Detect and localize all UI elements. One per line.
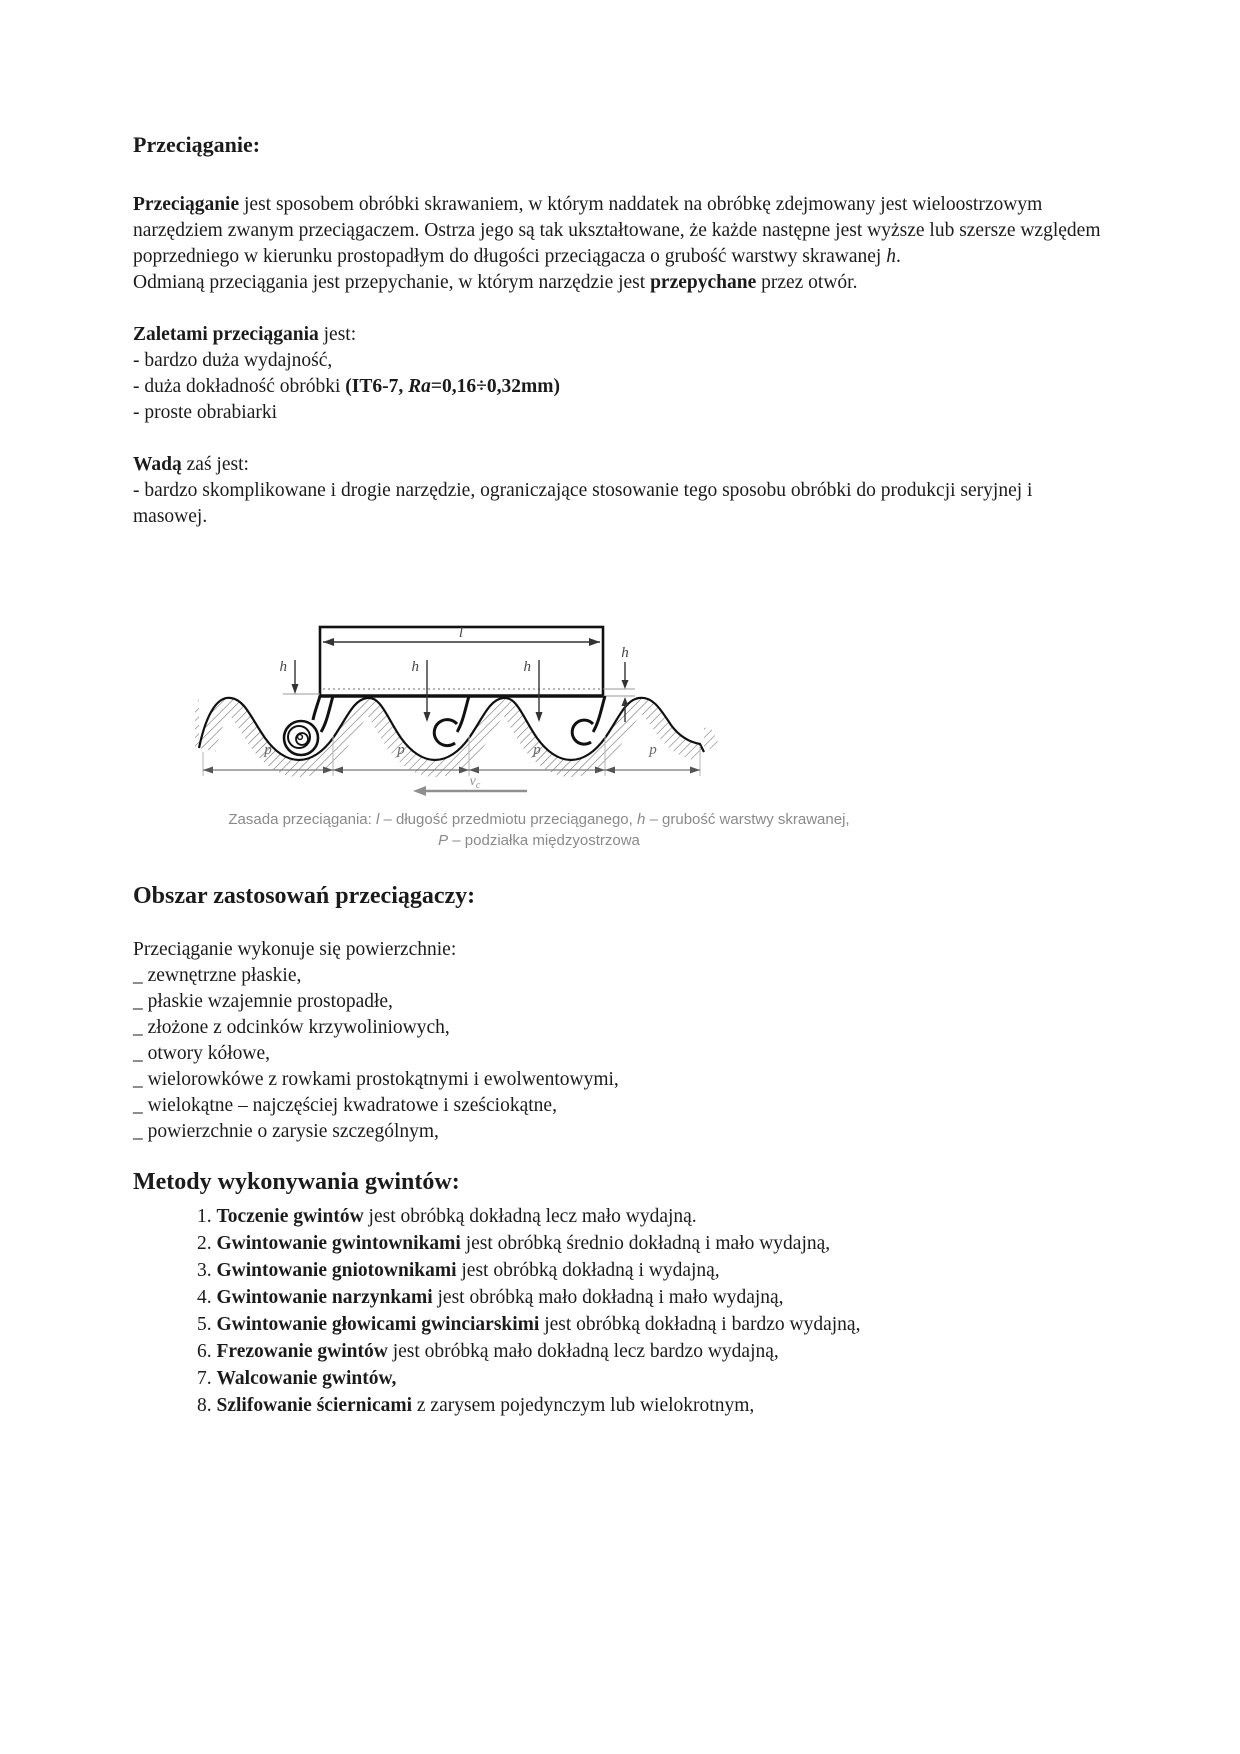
list-item: 1. Toczenie gwintów jest obróbką dokładną lecz mało wydajną. <box>197 1206 697 1227</box>
methods-heading: Metody wykonywania gwintów: <box>133 1169 460 1195</box>
cutting-speed-arrowhead <box>413 786 426 796</box>
broaching-figure <box>133 610 945 851</box>
list-item: _ złożone z odcinków krzywoliniowych, <box>133 1017 450 1038</box>
list-item: - bardzo skomplikowane i drogie narzędzie, ograniczające stosowanie tego sposobu obróbki do produkcji seryjnej i masowej. <box>133 480 1033 527</box>
figure-caption-line2: P – podziałka międzyostrzowa <box>438 832 640 849</box>
list-item: _ płaskie wzajemnie prostopadłe, <box>133 991 393 1012</box>
intro-paragraph: Przeciąganie jest sposobem obróbki skrawaniem, w którym naddatek na obróbkę zdejmowany jest wieloostrzowym narzędziem zwanym przeciągaczem. Ostrza jego są tak ukształtowane, że każde następne jest wyższe lub szersze względem poprzedniego w kierunku prostopadłym do długości przeciągacza o grubość warstwy skrawanej h. Odmianą przeciągania jest przepychanie, w którym narzędzie jest przepychane przez otwór. <box>133 194 1101 293</box>
pitch-label: p <box>397 742 405 758</box>
applications-intro: Przeciąganie wykonuje się powierzchnie: <box>133 939 457 960</box>
disadvantages-heading: Wadą zaś jest: <box>133 454 249 475</box>
pitch-label: p <box>649 742 657 758</box>
broaching-diagram <box>195 610 725 805</box>
length-label: l <box>458 625 464 641</box>
list-item: - proste obrabiarki <box>133 402 278 423</box>
list-item: _ zewnętrzne płaskie, <box>133 965 302 986</box>
page-title: Przeciąganie: <box>133 132 261 157</box>
list-item: 7. Walcowanie gwintów, <box>197 1368 397 1389</box>
list-item: 4. Gwintowanie narzynkami jest obróbką mało dokładną i mało wydajną, <box>197 1287 784 1308</box>
figure-caption-line1: Zasada przeciągania: l – długość przedmiotu przeciąganego, h – grubość warstwy skrawanej, <box>228 811 850 828</box>
list-item: _ otwory kółowe, <box>133 1043 271 1064</box>
list-item: - bardzo duża wydajność, <box>133 350 333 371</box>
applications-heading: Obszar zastosowań przeciągaczy: <box>133 883 476 909</box>
list-item: _ wielokątne – najczęściej kwadratowe i sześciokątne, <box>133 1095 557 1116</box>
disadvantages-list <box>133 478 1111 530</box>
thickness-label: h <box>621 645 629 661</box>
advantages-section <box>133 322 1111 426</box>
advantages-list <box>133 348 1111 426</box>
list-item: 8. Szlifowanie ściernicami z zarysem pojedynczym lub wielokrotnym, <box>197 1395 755 1416</box>
disadvantages-section <box>133 452 1111 530</box>
pitch-label: p <box>264 742 272 758</box>
thickness-label: h <box>523 659 531 675</box>
applications-list <box>133 963 1115 1145</box>
thickness-label: h <box>411 659 419 675</box>
pitch-label: p <box>533 742 541 758</box>
thickness-label: h <box>279 659 287 675</box>
figure-caption <box>133 809 945 851</box>
list-item: 5. Gwintowanie głowicami gwinciarskimi jest obróbką dokładną i bardzo wydajną, <box>197 1314 861 1335</box>
methods-list <box>133 1203 1115 1419</box>
list-item: - duża dokładność obróbki (IT6-7, Ra=0,16÷0,32mm) <box>133 376 560 397</box>
list-item: 3. Gwintowanie gniotownikami jest obróbką dokładną i wydajną, <box>197 1260 720 1281</box>
list-item: _ powierzchnie o zarysie szczególnym, <box>133 1121 439 1142</box>
list-item: 6. Frezowanie gwintów jest obróbką mało dokładną lecz bardzo wydajną, <box>197 1341 779 1362</box>
list-item: _ wielorowkówe z rowkami prostokątnymi i ewolwentowymi, <box>133 1069 619 1090</box>
list-item: 2. Gwintowanie gwintownikami jest obróbką średnio dokładną i mało wydajną, <box>197 1233 831 1254</box>
advantages-heading: Zaletami przeciągania jest: <box>133 324 357 345</box>
cutting-speed-label: $v_c$ <box>469 774 481 791</box>
